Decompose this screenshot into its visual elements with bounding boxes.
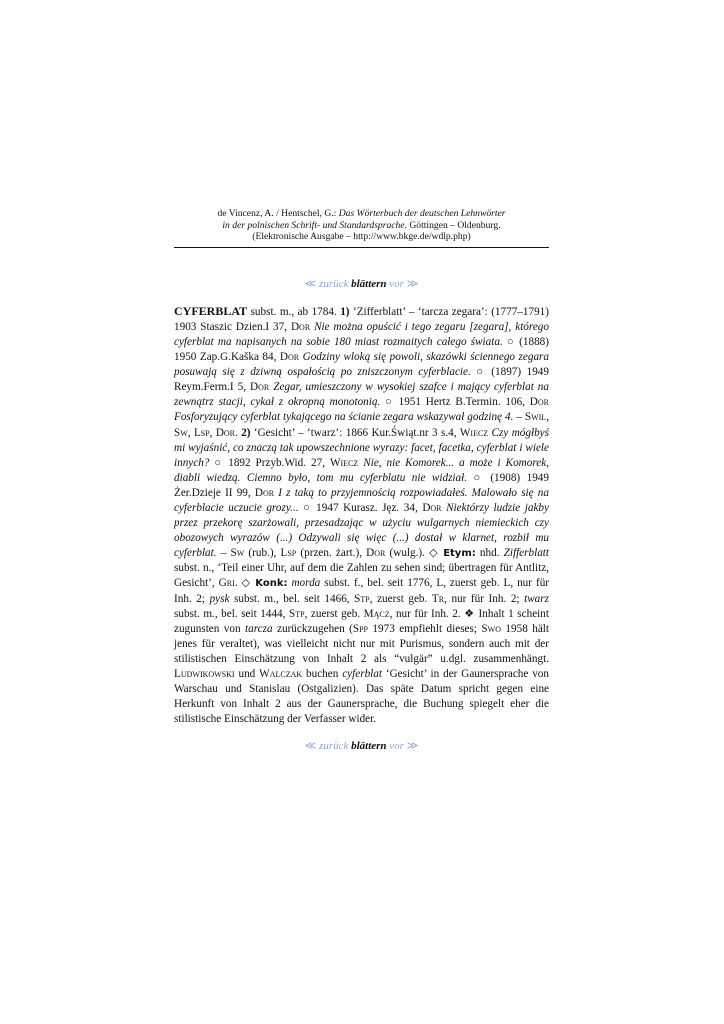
prev-chevron-icon[interactable]: ≪ (304, 740, 317, 753)
etym-label: Etym: (443, 548, 476, 560)
next-chevron-icon[interactable]: ≫ (406, 740, 419, 753)
header-line-1: de Vincenz, A. / Hentschel, G.: Das Wörterbuch der deutschen Lehnwörter (217, 208, 506, 219)
document-page (174, 208, 549, 752)
prev-link[interactable]: zurück (319, 277, 349, 290)
browse-label: blättern (351, 740, 387, 753)
browse-label: blättern (351, 277, 387, 290)
entry-lemma: CYFERBLAT (174, 303, 248, 318)
navigation-bottom (174, 739, 549, 752)
next-link[interactable]: vor (389, 277, 404, 290)
header-line-2: in der polnischen Schrift- und Standardsprache. Göttingen – Oldenburg. (222, 219, 501, 231)
sense-number-1: 1) (340, 305, 350, 318)
konk-label: Konk: (255, 578, 288, 590)
navigation-top (174, 277, 549, 290)
header-line-3: (Elektronische Ausgabe – http://www.bkge.de/wdlp.php) (252, 231, 471, 243)
next-chevron-icon[interactable]: ≫ (406, 277, 419, 290)
dictionary-entry: CYFERBLAT subst. m., ab 1784. 1) ‘Zifferblatt’ – ‘tarcza zegara’: (1777–1791) 1903 Staszic Dzien.I 37, Dor Nie można opuścić i tego zegaru [zegara], którego cyferblat ma napisanych na sobie 180 miast rozmaitych całego świata. ○ (1888) 1950 Zap.G.Kaška 84, Dor Godziny wloką się powoli, skazówki ściennego zegara posuwają się z dziwną ospałością po zniszczonym cyferblacie. ○ (1897) 1949 Reym.Ferm.I 5, Dor Zegar, umieszczony w wysokiej szafce i mający cyferblat na zewnątrz stacji, cykał z okropną monotonią. ○ 1951 Hertz B.Termin. 106, Dor Fosforyzujący cyferblat tykającego na ścianie zegara wskazywał godzinę 4. – Swil, Sw, Lsp, Dor. 2) ‘Gesicht’ – ‘twarz’: 1866 Kur.Świąt.nr 3 s.4, Wiecz Czy mógłbyś mi wyjaśnić, co znaczą tak upowszechnione wyrazy: facet, facetka, cyferblat i wiele innych? ○ 1892 Przyb.Wid. 27, Wiecz Nie, nie Komorek... a może i Komorek, diabli wiedzą. Ciemno było, tom mu cyferblatu nie widział. ○ (1908) 1949 Żer.Dzieje II 99, Dor I z taką to przyjemnością rozpowiadałeś. Malowało się na cyferblacie uczucie grozy... ○ 1947 Kurasz. Jęz. 34, Dor Niektórzy ludzie jakby przez przekorę szarżowali, przesadzając w użyciu wulgarnych niemieckich czy obozowych wyrazów (...) Odzywali się więc (...) dostał w klarnet, rozbił mu cyferblat. – Sw (rub.), Lsp (przen. żart.), Dor (wulg.). ◇ Etym: nhd. Zifferblatt subst. n., ‘Teil einer Uhr, auf dem die Zahlen zu sehen sind; übertragen für Antlitz, Gesicht’, Gri. ◇ Konk: morda subst. f., bel. seit 1776, L, zuerst geb. L, nur für Inh. 2; pysk subst. m., bel. seit 1466, Stp, zuerst geb. Tr, nur für Inh. 2; twarz subst. m., bel. seit 1444, Stp, zuerst geb. Mącz, nur für Inh. 2. ❖ Inhalt 1 scheint zugunsten von tarcza zurückzugehen (Spp 1973 empfiehlt dieses; Swo 1958 hält jenes für veraltet), was vielleicht nicht nur mit Purismus, sondern auch mit der stilistischen Einschätzung von Inhalt 2 als “vulgär” u.dgl. zusammenhängt. Ludwikowski und Walczak buchen cyferblat ‘Gesicht’ in der Gaunersprache von Warschau und Stanislau (Ostgalizien). Das späte Datum spricht gegen eine Herkunft von Inhalt 2 aus der Gaunersprache, die Buchung spiegelt eher die stilistische Einschätzung der Verfasser wider. (174, 303, 550, 726)
next-link[interactable]: vor (389, 740, 404, 753)
prev-chevron-icon[interactable]: ≪ (304, 277, 317, 290)
citation-header (174, 208, 549, 248)
sense-number-2: 2) (241, 426, 251, 439)
prev-link[interactable]: zurück (319, 740, 349, 753)
